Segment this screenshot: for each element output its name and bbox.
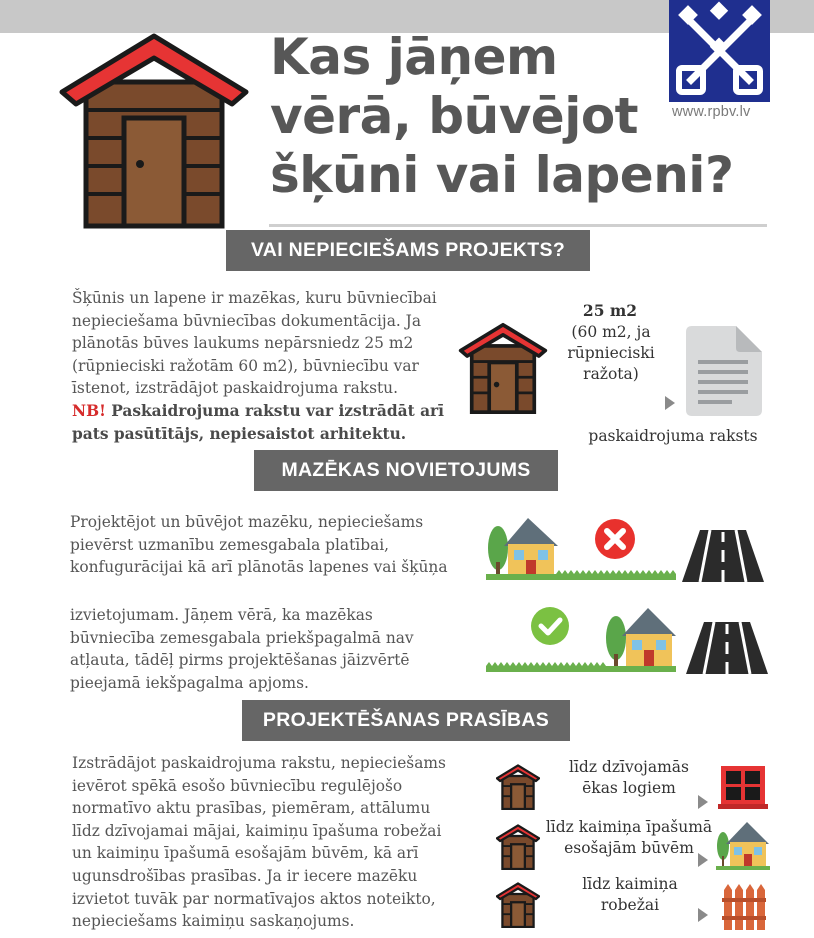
requirement-windows-label — [554, 757, 704, 799]
requirement-border-label — [560, 874, 700, 916]
section-placement-text-1 — [70, 511, 470, 579]
text-line: ēkas logiem — [582, 779, 676, 797]
shed-icon — [496, 882, 540, 928]
text-line: Izstrādājot paskaidrojuma rakstu, nepieciešams — [72, 754, 446, 772]
road-icon — [686, 622, 768, 674]
text-line: robežai — [600, 896, 660, 914]
text-line: (rūpnieciski ražotām 60 m2), būvniecību var — [72, 356, 419, 375]
hero-shed-icon — [58, 30, 250, 230]
text-line: līdz dzīvojamās — [568, 758, 689, 776]
text-line: ugunsdrošības prasības. Ja ir iecere mazēku — [72, 866, 418, 885]
text-line: līdz dzīvojamai mājai, kaimiņu īpašuma robežai — [72, 821, 442, 840]
text-line: būvniecība zemesgabala priekšpagalmā nav — [70, 628, 414, 647]
text-line: esošajām būvēm — [564, 839, 694, 857]
text-line: pieejamā iekšpagalma apjoms. — [70, 673, 309, 692]
requirement-buildings-label — [536, 817, 722, 859]
section-placement-text-2 — [70, 604, 470, 694]
text-line: rūpnieciski — [567, 344, 655, 362]
text-line: ievērot spēkā esošo būvniecību regulējošo — [72, 776, 403, 795]
check-icon — [530, 606, 570, 646]
text-line: nepieciešams kaimiņu saskaņojums. — [72, 912, 355, 931]
nb-label: NB! — [72, 401, 106, 420]
section-heading-placement: MAZĒKAS NOVIETOJUMS — [254, 450, 558, 491]
nb-text-2: pats pasūtītājs, nepiesaistot arhitektu. — [72, 424, 407, 443]
section-requirements-text — [72, 752, 472, 933]
title-line-1: Kas jāņem — [270, 28, 558, 86]
text-line: ražota) — [583, 365, 639, 383]
area-note — [550, 322, 672, 385]
text-line: konfugurācijai kā arī plānotās lapenes vai šķūņa — [70, 558, 448, 577]
document-label: paskaidrojuma raksts — [588, 427, 758, 445]
text-line: (60 m2, ja — [571, 323, 651, 341]
shed-icon — [496, 824, 540, 870]
text-line: īstenot, izstrādājot paskaidrojuma rakstu. — [72, 379, 398, 398]
title-divider — [269, 224, 767, 227]
text-line: izvietot tuvāk par normatīvajos aktos noteikto, — [72, 889, 436, 908]
arrow-icon — [698, 908, 708, 922]
nb-text-1: Paskaidrojuma rakstu var izstrādāt arī — [105, 401, 445, 420]
section-heading-project: VAI NEPIECIEŠAMS PROJEKTS? — [226, 230, 590, 271]
title-line-2: vērā, būvējot — [270, 87, 639, 145]
text-line: normatīvo aktu prasības, piemēram, attālumu — [72, 799, 431, 818]
area-limit: 25 m2 — [582, 301, 638, 320]
document-icon — [684, 324, 764, 418]
text-line: Projektējot un būvējot mazēku, nepieciešams — [70, 513, 424, 531]
page-title — [270, 28, 790, 205]
section-heading-requirements: PROJEKTĒŠANAS PRASĪBAS — [242, 700, 570, 741]
text-line: līdz kaimiņa — [582, 875, 678, 893]
fence-icon — [722, 880, 766, 930]
text-line: Šķūnis un lapene ir mazēkas, kuru būvniecībai — [72, 289, 437, 307]
text-line: pievērst uzmanību zemesgabala platībai, — [70, 535, 390, 554]
house-front-yard-icon — [486, 512, 676, 584]
arrow-icon — [698, 853, 708, 867]
text-line: un kaimiņu īpašumā esošajām būvēm, kā arī — [72, 844, 419, 863]
shed-icon — [458, 322, 548, 414]
road-icon — [682, 530, 764, 582]
text-line: atļauta, tādēļ pirms projektēšanas jāizvērtē — [70, 651, 410, 670]
house-back-yard-icon — [486, 604, 676, 676]
site-url[interactable]: www.rpbv.lv — [672, 104, 751, 120]
house-icon — [716, 820, 770, 872]
text-line: plānotās būves laukums nepārsniedz 25 m2 — [72, 334, 414, 353]
cross-icon — [594, 518, 636, 560]
shed-icon — [496, 764, 540, 810]
text-line: līdz kaimiņa īpašumā — [545, 818, 713, 836]
section-project-text — [72, 287, 467, 445]
text-line: izvietojumam. Jāņem vērā, ka mazēkas — [70, 606, 373, 624]
text-line: nepieciešama būvniecības dokumentācija. Ja — [72, 311, 422, 330]
title-line-3: šķūni vai lapeni? — [270, 146, 734, 204]
arrow-icon — [698, 795, 708, 809]
window-icon — [718, 764, 768, 810]
arrow-icon — [665, 396, 675, 410]
